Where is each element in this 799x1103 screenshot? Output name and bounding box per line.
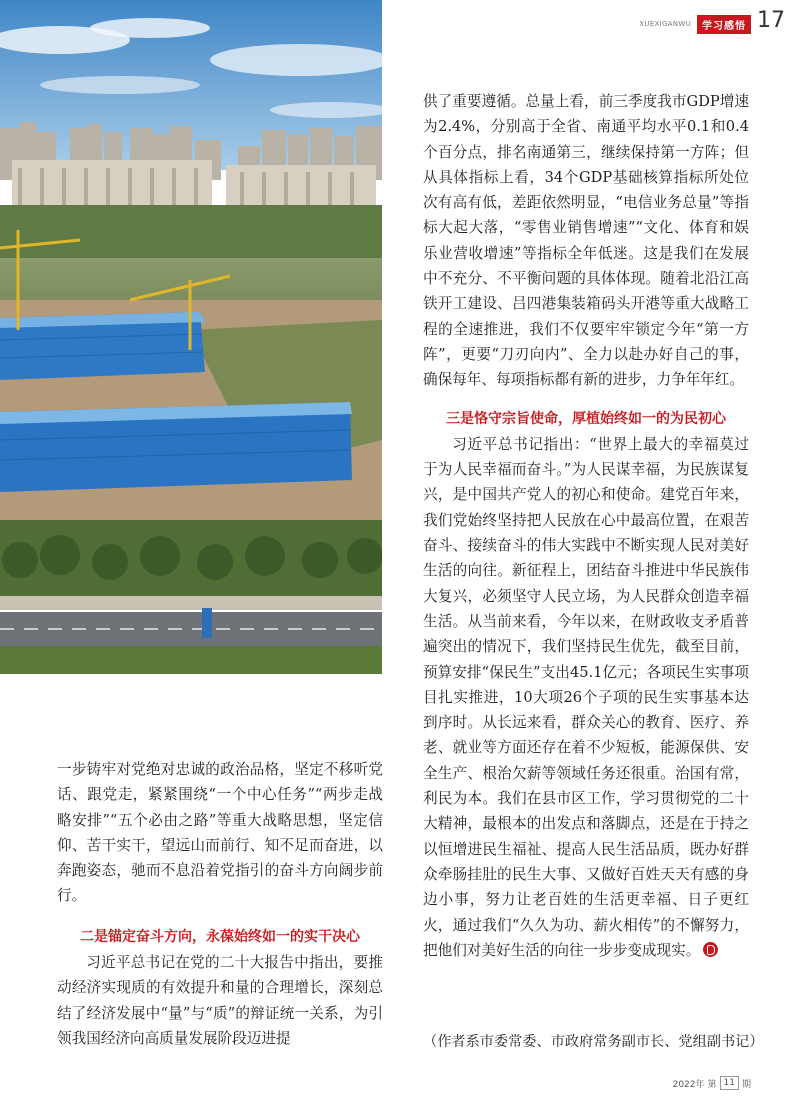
footer-year: 2022年 <box>672 1079 705 1090</box>
footer-qi: 期 <box>741 1079 751 1090</box>
paragraph-continued-right: 供了重要遵循。总量上看，前三季度我市GDP增速为2.4%，分别高于全省、南通平均水平0.1和0.4个百分点，排名南通第三，继续保持第一方阵；但从具体指标上看，34个GDP基础核算指标所处位次有高有低，差距依然明显，“电信业务总量”等指标大起大落，“零售业销售增速”“文化、体育和娱乐业营收增速”等指标全年低迷。这是我们在发展中不充分、不平衡问题的具体体现。随着北沿江高铁开工建设、吕四港集装箱码头开港等重大战略工程的全速推进，我们不仅要牢牢锁定今年“第一方阵”，更要“刀刃向内”、全力以赴办好自己的事，确保每年、每项指标都有新的进步，力争年年红。 <box>423 93 749 389</box>
end-mark-icon <box>703 942 718 957</box>
section-heading-2: 二是锚定奋斗方向，永葆始终如一的实干决心 <box>80 928 360 945</box>
paragraph-continued: 一步铸牢对党绝对忠诚的政治品格，坚定不移听党话、跟党走，紧紧围绕“一个中心任务”“两步走战略安排”“五个必由之路”等重大战略思想，坚定信仰、苦干实干，望远山而前行、知不足而奋进，以奔跑姿态，驰而不息沿着党指引的奋斗方向阔步前行。 <box>57 761 383 905</box>
footer-di: 第 <box>707 1079 717 1090</box>
paragraph-2: 习近平总书记在党的二十大报告中指出，要推动经济实现质的有效提升和量的合理增长，深刻总结了经济发展中“量”与“质”的辩证统一关系，为引领我国经济向高质量发展阶段迈进提 <box>57 954 383 1047</box>
paragraph-3 <box>423 432 749 963</box>
page-number-text: 17 <box>757 8 785 33</box>
right-column <box>423 89 749 963</box>
column-name-badge: 学习感悟 <box>697 15 751 34</box>
page-footer <box>673 1076 751 1090</box>
paragraph-3-text: 习近平总书记指出：“世界上最大的幸福莫过于为人民幸福而奋斗。”为人民谋幸福，为民族谋复兴，是中国共产党人的初心和使命。建党百年来，我们党始终坚持把人民放在心中最高位置，在艰苦奋斗、接续奋斗的伟大实践中不断实现人民对美好生活的向往。新征程上，团结奋斗推进中华民族伟大复兴，必须坚守人民立场，为人民群众创造幸福生活。从当前来看，今年以来，在财政收支矛盾普遍突出的情况下，我们坚持民生优先，截至目前，预算安排“保民生”支出45.1亿元；各项民生实事项目扎实推进，10大项26个子项的民生实事基本达到序时。从长远来看，群众关心的教育、医疗、养老、就业等方面还存在着不少短板，能源保供、安全生产、根治欠薪等领域任务还很重。治国有常，利民为本。我们在县市区工作，学习贯彻党的二十大精神，最根本的出发点和落脚点，还是在于持之以恒增进民生福祉、提高人民生活品质，既办好群众牵肠挂肚的民生大事、又做好百姓天天有感的身边小事，努力让老百姓的生活更幸福、日子更红火，通过我们“久久为功、薪火相传”的不懈努力，把他们对美好生活的向往一步步变成现实。 <box>423 435 749 959</box>
section-heading-3: 三是恪守宗旨使命，厚植始终如一的为民初心 <box>446 410 726 427</box>
page-header <box>639 12 751 36</box>
column-pinyin: XUEXIGANWU <box>639 20 691 28</box>
footer-issue-number: 11 <box>720 1076 739 1090</box>
construction-site-photo <box>0 0 382 674</box>
left-column <box>57 757 383 1051</box>
author-byline: （作者系市委常委、市政府常务副市长、党组副书记） <box>423 1034 764 1050</box>
